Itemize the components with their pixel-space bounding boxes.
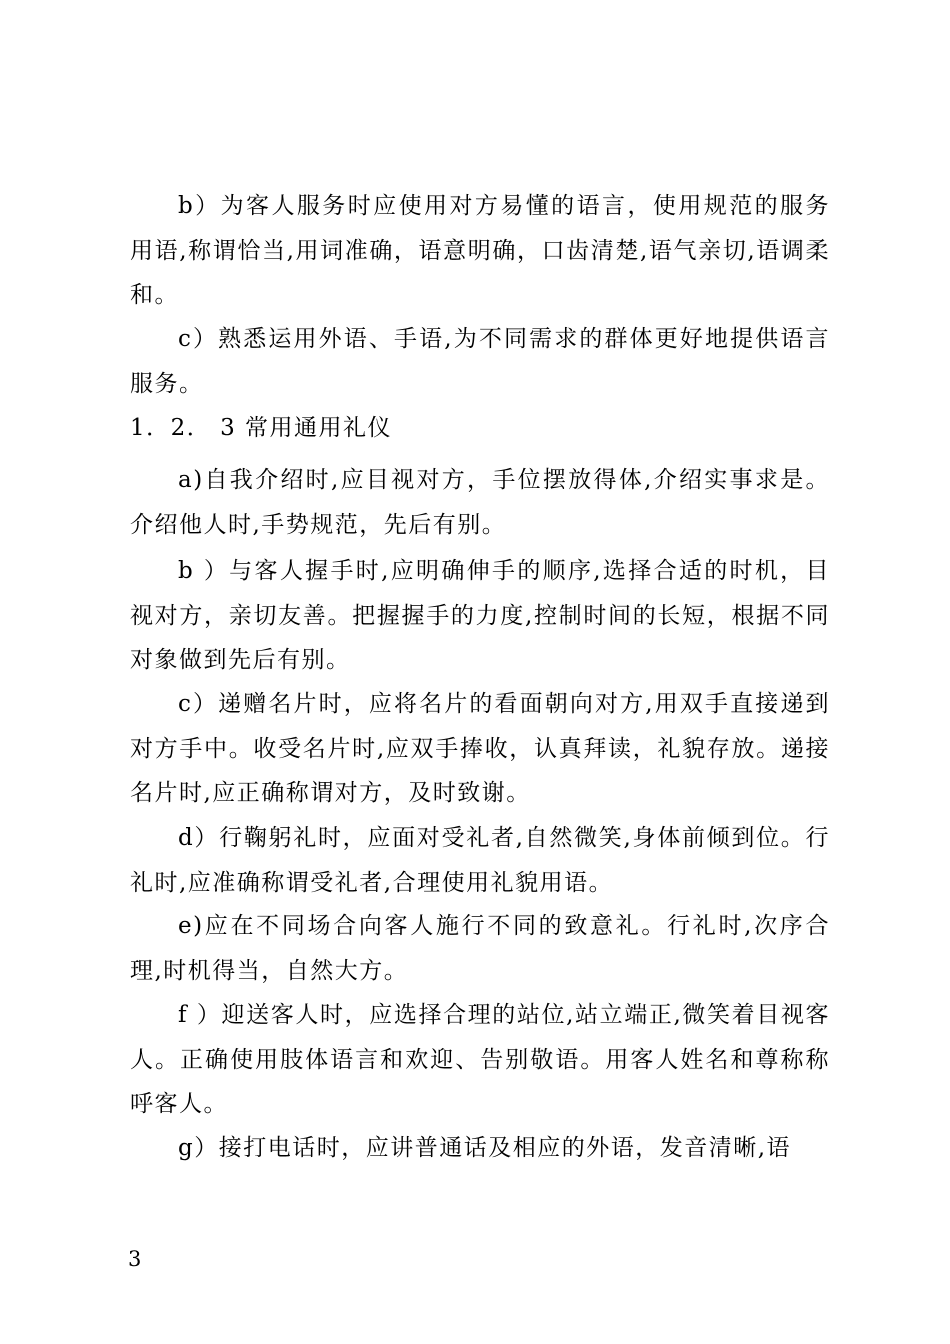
section-heading: 1．2． 3 常用通用礼仪 (130, 415, 393, 441)
item-d-bow (130, 816, 830, 905)
item-text: c）递赠名片时，应将名片的看面朝向对方,用双手直接递到对方手中。收受名片时,应双手捧收，认真拜读，礼貌存放。递接名片时,应正确称谓对方，及时致谢。 (130, 691, 830, 806)
item-f-welcome (130, 993, 830, 1127)
item-text: d）行鞠躬礼时，应面对受礼者,自然微笑,身体前倾到位。行礼时,应准确称谓受礼者,合理使用礼貌用语。 (130, 825, 830, 896)
paragraph-text: b）为客人服务时应使用对方易懂的语言，使用规范的服务用语,称谓恰当,用词准确，语意明确，口齿清楚,语气亲切,语调柔和。 (130, 193, 830, 308)
page-number: 3 (128, 1247, 142, 1271)
item-text: g）接打电话时，应讲普通话及相应的外语，发音清晰,语 (178, 1135, 792, 1161)
paragraph-text: c）熟悉运用外语、手语,为不同需求的群体更好地提供语言服务。 (130, 326, 830, 397)
paragraph-c-foreign-language (130, 317, 830, 406)
item-g-telephone (130, 1126, 830, 1171)
item-text: a)自我介绍时,应目视对方，手位摆放得体,介绍实事求是。介绍他人时,手势规范，先后有别。 (130, 467, 830, 538)
item-c-business-card (130, 682, 830, 816)
paragraph-b-language (130, 184, 830, 318)
item-b-handshake (130, 549, 830, 683)
item-text: e)应在不同场合向客人施行不同的致意礼。行礼时,次序合理,时机得当，自然大方。 (130, 913, 830, 984)
item-text: b ）与客人握手时,应明确伸手的顺序,选择合适的时机，目视对方，亲切友善。把握握手的力度,控制时间的长短，根据不同对象做到先后有别。 (130, 558, 830, 673)
item-a-introduction (130, 458, 830, 547)
item-text: f ）迎送客人时，应选择合理的站位,站立端正,微笑着目视客人。正确使用肢体语言和欢迎、告别敬语。用客人姓名和尊称称呼客人。 (130, 1002, 830, 1117)
item-e-greeting (130, 904, 830, 993)
